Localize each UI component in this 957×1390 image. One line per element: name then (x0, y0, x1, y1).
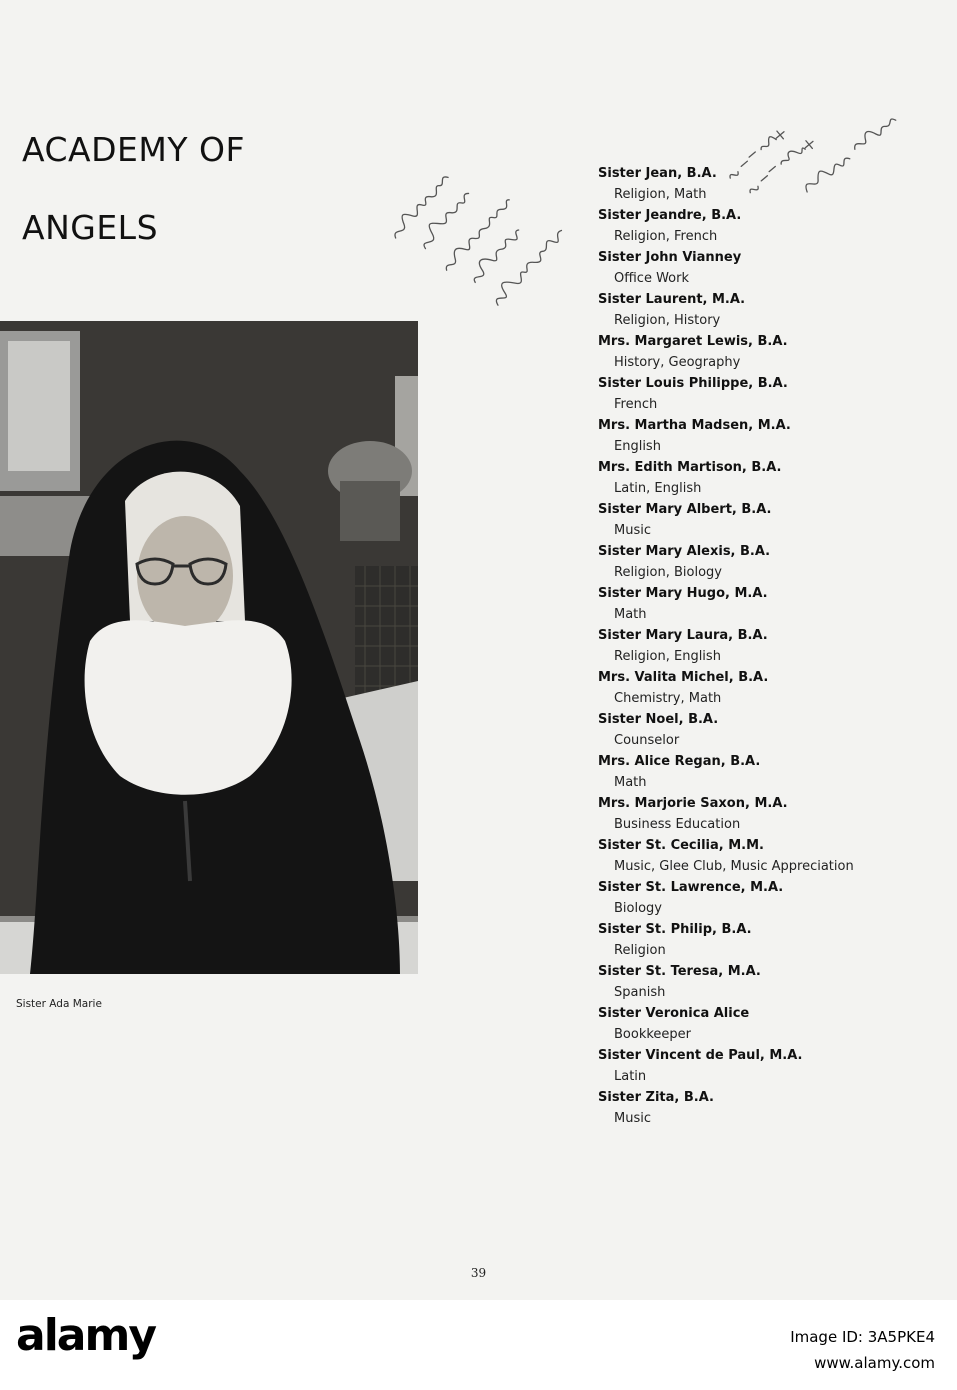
faculty-entry (598, 541, 943, 583)
faculty-subject: Counselor (614, 733, 680, 748)
faculty-name: Sister Vincent de Paul, M.A. (598, 1048, 803, 1063)
faculty-subject: Religion, French (614, 229, 718, 244)
faculty-subject: Music (614, 523, 651, 538)
image-id-block (790, 1324, 935, 1376)
faculty-entry (598, 415, 943, 457)
faculty-entry (598, 835, 943, 877)
faculty-name: Sister Noel, B.A. (598, 712, 719, 727)
faculty-name: Sister Mary Hugo, M.A. (598, 586, 768, 601)
faculty-name: Mrs. Valita Michel, B.A. (598, 670, 769, 685)
page-number: 39 (470, 1266, 487, 1280)
faculty-subject: Biology (614, 901, 662, 916)
faculty-entry (598, 751, 943, 793)
portrait-photo (0, 321, 418, 974)
faculty-subject: Religion, Biology (614, 565, 722, 580)
faculty-subject: History, Geography (614, 355, 741, 370)
site-url: www.alamy.com (814, 1354, 935, 1372)
faculty-subject: Office Work (614, 271, 689, 286)
faculty-name: Mrs. Marjorie Saxon, M.A. (598, 796, 788, 811)
faculty-subject: Bookkeeper (614, 1027, 692, 1042)
faculty-subject: Religion (614, 943, 666, 958)
faculty-entry (598, 373, 943, 415)
faculty-entry (598, 205, 943, 247)
faculty-subject: French (614, 397, 658, 412)
faculty-entry (598, 709, 943, 751)
faculty-name: Sister Laurent, M.A. (598, 292, 746, 307)
faculty-name: Sister Louis Philippe, B.A. (598, 376, 788, 391)
faculty-name: Sister Mary Laura, B.A. (598, 628, 768, 643)
faculty-subject: Religion, Math (614, 187, 707, 202)
faculty-entry (598, 247, 943, 289)
faculty-name: Sister St. Teresa, M.A. (598, 964, 761, 979)
alamy-logo: alamy (16, 1310, 155, 1361)
faculty-subject: Math (614, 775, 647, 790)
faculty-entry (598, 163, 943, 205)
faculty-subject: English (614, 439, 661, 454)
faculty-name: Sister St. Lawrence, M.A. (598, 880, 784, 895)
faculty-name: Sister St. Philip, B.A. (598, 922, 752, 937)
faculty-entry (598, 499, 943, 541)
faculty-entry (598, 625, 943, 667)
faculty-name: Sister Veronica Alice (598, 1006, 750, 1021)
faculty-name: Sister Jeandre, B.A. (598, 208, 742, 223)
faculty-entry (598, 289, 943, 331)
faculty-name: Sister Jean, B.A. (598, 166, 717, 181)
faculty-entry (598, 1045, 943, 1087)
faculty-name: Sister Mary Albert, B.A. (598, 502, 772, 517)
faculty-subject: Math (614, 607, 647, 622)
faculty-subject: Music, Glee Club, Music Appreciation (614, 859, 854, 874)
faculty-entry (598, 793, 943, 835)
faculty-name: Sister Zita, B.A. (598, 1090, 714, 1105)
page-title-line-2: ANGELS (22, 208, 159, 247)
page-title-line-1: ACADEMY OF (22, 130, 245, 169)
faculty-name: Sister John Vianney (598, 250, 742, 265)
faculty-entry (598, 1003, 943, 1045)
faculty-list (598, 163, 943, 1129)
faculty-subject: Religion, History (614, 313, 721, 328)
watermark-footer (0, 1300, 957, 1390)
photo-caption: Sister Ada Marie (16, 998, 102, 1010)
faculty-entry (598, 919, 943, 961)
faculty-entry (598, 667, 943, 709)
faculty-subject: Spanish (614, 985, 666, 1000)
faculty-name: Mrs. Martha Madsen, M.A. (598, 418, 791, 433)
handwritten-inscription-left (392, 112, 602, 332)
faculty-name: Sister Mary Alexis, B.A. (598, 544, 771, 559)
faculty-entry (598, 583, 943, 625)
faculty-subject: Music (614, 1111, 651, 1126)
faculty-entry (598, 877, 943, 919)
faculty-subject: Business Education (614, 817, 741, 832)
faculty-name: Mrs. Edith Martison, B.A. (598, 460, 782, 475)
faculty-subject: Chemistry, Math (614, 691, 722, 706)
faculty-name: Sister St. Cecilia, M.M. (598, 838, 764, 853)
faculty-entry (598, 1087, 943, 1129)
faculty-subject: Latin, English (614, 481, 702, 496)
faculty-entry (598, 457, 943, 499)
faculty-name: Mrs. Alice Regan, B.A. (598, 754, 761, 769)
faculty-entry (598, 331, 943, 373)
faculty-name: Mrs. Margaret Lewis, B.A. (598, 334, 788, 349)
faculty-subject: Latin (614, 1069, 647, 1084)
image-id: Image ID: 3A5PKE4 (790, 1328, 935, 1346)
faculty-entry (598, 961, 943, 1003)
faculty-subject: Religion, English (614, 649, 721, 664)
